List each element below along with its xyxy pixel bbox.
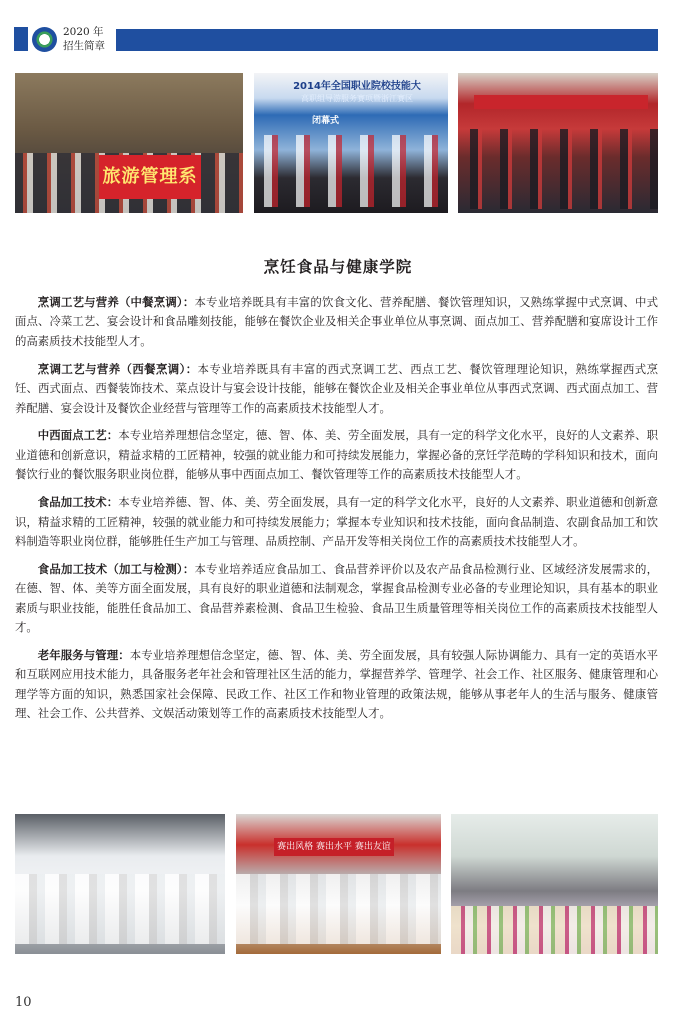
photo-ceremony-banner bbox=[474, 95, 648, 109]
program-name-colon: ： bbox=[118, 648, 130, 662]
section-title: 烹饪食品与健康学院 bbox=[263, 258, 413, 276]
photo-award-winners bbox=[254, 135, 448, 207]
program-name: 食品加工技术 bbox=[37, 495, 107, 510]
photo-stage-closing: 闭幕式 bbox=[312, 116, 340, 126]
header-text bbox=[63, 25, 105, 53]
program-name-colon: ： bbox=[185, 361, 198, 376]
program-name: 烹调工艺与营养（中餐烹调） bbox=[37, 295, 183, 309]
program-description: 本专业培养理想信念坚定，德、智、体、美、劳全面发展，具有一定的科学文化水平，良好的人文素养、职业道德和创新意识，精益求精的工匠精神，较强的就业能力和可持续发展能力，掌握必备的烹饪学范畴的学科知识和技术，面向餐饮行业的餐饮服务职业岗位群，能够从事中西面点加工、餐饮管理等工作的高素质技术技能型人才。 bbox=[15, 428, 658, 482]
program-paragraph bbox=[15, 646, 658, 724]
photo-award-ceremony bbox=[458, 73, 658, 213]
program-name: 烹调工艺与营养（西餐烹调） bbox=[37, 361, 186, 376]
program-description: 本专业培养既具有丰富的西式烹调工艺、西点工艺、餐饮管理理论知识，熟练掌握西式烹饪、西式面点、西餐装饰技术、菜点设计与宴会设计技能，能够在餐饮企业及相关企事业单位从事西式烹调、西式面点加工、营养配膳、宴会设计及餐饮企业经营与管理等工作的高素质技术技能型人才。 bbox=[15, 361, 658, 415]
header-year: 2020 年 bbox=[63, 26, 104, 38]
photo-competition-chefs bbox=[236, 874, 441, 944]
photo-ceremony-people bbox=[458, 129, 658, 209]
program-description: 本专业培养既具有丰富的饮食文化、营养配膳、餐饮管理知识，又熟练掌握中式烹调、中式面点、冷菜工艺、宴会设计和食品雕刻技能，能够在餐饮企业及相关企事业单位从事烹调、面点加工、营养配膳和宴席设计工作的高素质技术技能型人才。 bbox=[15, 295, 658, 348]
program-paragraph bbox=[15, 560, 658, 638]
program-description: 本专业培养适应食品加工、食品营养评价以及农产品食品检测行业、区域经济发展需求的，在德、智、体、美等方面全面发展，具有良好的职业道德和法制观念，掌握食品检测专业必备的专业理论知识，具有基本的职业素质与职业技能，能胜任食品加工、食品营养素检测、食品卫生检验、食品卫生质量管理等相关岗位工作的高素质技术技能型人才。 bbox=[15, 561, 658, 635]
photo-competition-banner: 赛出风格 赛出水平 赛出友谊 bbox=[274, 838, 394, 856]
photo-stage-title: 2014年全国职业院校技能大 bbox=[293, 81, 421, 92]
photo-food-table bbox=[451, 906, 658, 954]
program-description: 本专业培养理想信念坚定，德、智、体、美、劳全面发展，具有较强人际协调能力、具有一定的英语水平和互联网应用技术能力，具备服务老年社会和管理社区生活的能力，掌握营养学、管理学、社会工作、社区服务、健康管理和心理学等方面的知识，熟悉国家社会保障、民政工作、社区工作和物业管理的政策法规，能够从事老年人的生活与服务、健康管理、社会工作、公共营养、文娱活动策划等工作的高素质技术技能型人才。 bbox=[15, 648, 658, 721]
program-description: 本专业培养德、智、体、美、劳全面发展，具有一定的科学文化水平，良好的人文素养、职业道德和创新意识，精益求精的工匠精神，较强的就业能力和可持续发展能力；掌握本专业知识和技术技能，面向食品制造、农副食品加工和饮料制造等职业岗位群，能够胜任生产加工与管理、品质控制、产品开发等相关岗位工作的高素质技术技能型人才。 bbox=[15, 495, 658, 548]
photo-pastry-class bbox=[15, 814, 225, 954]
program-name-colon: ： bbox=[106, 495, 119, 510]
photo-food-exhibition bbox=[451, 814, 658, 954]
program-name: 食品加工技术（加工与检测） bbox=[37, 561, 183, 576]
header-subtitle: 招生简章 bbox=[63, 40, 105, 52]
photo-banner-tourism: 旅游管理系 bbox=[99, 155, 201, 199]
program-name: 老年服务与管理 bbox=[37, 648, 119, 662]
school-logo bbox=[32, 27, 57, 52]
program-name-colon: ： bbox=[106, 428, 119, 443]
program-paragraph bbox=[15, 493, 658, 551]
program-name: 中西面点工艺 bbox=[37, 428, 107, 443]
photo-cooking-competition bbox=[236, 814, 441, 954]
photo-tourism-department-group bbox=[15, 73, 243, 213]
header-accent-block bbox=[14, 27, 28, 51]
header-bar bbox=[116, 29, 658, 51]
program-paragraph bbox=[15, 426, 658, 484]
program-name-colon: ： bbox=[182, 561, 195, 576]
program-name-colon: ： bbox=[182, 295, 195, 309]
page-number: 10 bbox=[15, 995, 32, 1010]
photo-chef-students bbox=[15, 874, 225, 944]
photo-stage-subtitle: 高职组导游服务赛项暨浙江赛区 bbox=[301, 94, 413, 103]
program-paragraph bbox=[15, 293, 658, 351]
program-paragraph bbox=[15, 360, 658, 418]
program-list bbox=[15, 293, 658, 732]
photo-skills-competition-closing bbox=[254, 73, 448, 213]
